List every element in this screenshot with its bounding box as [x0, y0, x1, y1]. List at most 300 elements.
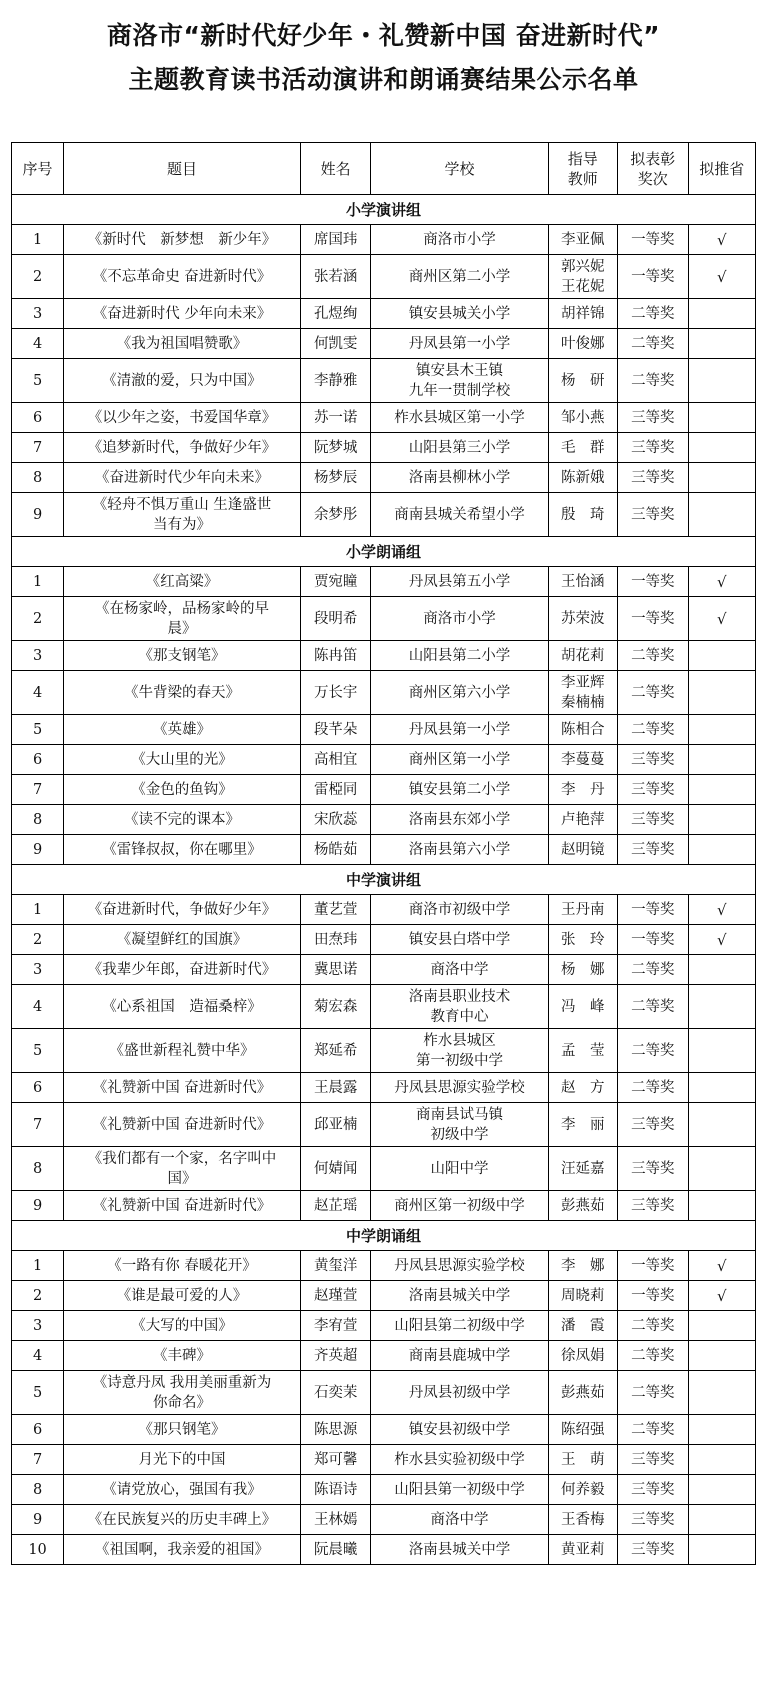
cell-teacher: 苏荣波 — [548, 597, 618, 641]
cell-recommend — [688, 403, 755, 433]
cell-student-name: 雷椏同 — [300, 775, 371, 805]
table-row — [12, 1415, 756, 1445]
cell-title: 《红高粱》 — [64, 567, 301, 597]
group-title: 中学演讲组 — [12, 865, 756, 895]
table-row — [12, 1371, 756, 1415]
cell-award: 一等奖 — [618, 567, 689, 597]
cell-student-name: 宋欣蕊 — [300, 805, 371, 835]
cell-no: 2 — [12, 255, 64, 299]
cell-no: 4 — [12, 329, 64, 359]
cell-recommend — [688, 493, 755, 537]
cell-school: 丹凤县初级中学 — [371, 1371, 548, 1415]
cell-no: 1 — [12, 225, 64, 255]
cell-teacher: 徐凤娟 — [548, 1341, 618, 1371]
cell-no: 1 — [12, 895, 64, 925]
cell-recommend: √ — [688, 925, 755, 955]
cell-award: 三等奖 — [618, 1445, 689, 1475]
cell-no: 6 — [12, 403, 64, 433]
cell-teacher: 王丹南 — [548, 895, 618, 925]
cell-school: 山阳县第一初级中学 — [371, 1475, 548, 1505]
cell-teacher: 李 丹 — [548, 775, 618, 805]
cell-student-name: 席国玮 — [300, 225, 371, 255]
cell-title: 《谁是最可爱的人》 — [64, 1281, 301, 1311]
group-header-row — [12, 1221, 756, 1251]
table-row — [12, 1445, 756, 1475]
cell-teacher: 毛 群 — [548, 433, 618, 463]
group-title: 小学朗诵组 — [12, 537, 756, 567]
cell-no: 9 — [12, 1191, 64, 1221]
header-recommend: 拟推省 — [688, 143, 755, 195]
table-row — [12, 895, 756, 925]
table-row — [12, 299, 756, 329]
cell-school: 山阳中学 — [371, 1147, 548, 1191]
cell-title: 《在民族复兴的历史丰碑上》 — [64, 1505, 301, 1535]
cell-title: 《金色的鱼钩》 — [64, 775, 301, 805]
cell-award: 二等奖 — [618, 359, 689, 403]
cell-award: 一等奖 — [618, 1281, 689, 1311]
cell-teacher: 胡花莉 — [548, 641, 618, 671]
cell-no: 3 — [12, 641, 64, 671]
cell-student-name: 郑延希 — [300, 1029, 371, 1073]
cell-no: 1 — [12, 1251, 64, 1281]
cell-school: 山阳县第二小学 — [371, 641, 548, 671]
table-row — [12, 493, 756, 537]
cell-teacher: 张 玲 — [548, 925, 618, 955]
cell-school: 洛南县第六小学 — [371, 835, 548, 865]
cell-recommend — [688, 1445, 755, 1475]
cell-school: 商洛市小学 — [371, 597, 548, 641]
table-row — [12, 1341, 756, 1371]
cell-school: 洛南县职业技术 教育中心 — [371, 985, 548, 1029]
cell-recommend: √ — [688, 225, 755, 255]
cell-no: 4 — [12, 1341, 64, 1371]
cell-award: 三等奖 — [618, 1505, 689, 1535]
cell-award: 二等奖 — [618, 1311, 689, 1341]
cell-title: 《礼赞新中国 奋进新时代》 — [64, 1103, 301, 1147]
cell-recommend — [688, 1505, 755, 1535]
cell-title: 《大山里的光》 — [64, 745, 301, 775]
table-row — [12, 1103, 756, 1147]
cell-school: 镇安县城关小学 — [371, 299, 548, 329]
cell-student-name: 黄玺洋 — [300, 1251, 371, 1281]
cell-award: 二等奖 — [618, 1415, 689, 1445]
cell-teacher: 冯 峰 — [548, 985, 618, 1029]
cell-teacher: 王怡涵 — [548, 567, 618, 597]
cell-teacher: 陈绍强 — [548, 1415, 618, 1445]
table-row — [12, 567, 756, 597]
cell-award: 三等奖 — [618, 745, 689, 775]
cell-student-name: 田焘玮 — [300, 925, 371, 955]
page-header — [0, 0, 767, 102]
cell-student-name: 阮梦城 — [300, 433, 371, 463]
cell-no: 1 — [12, 567, 64, 597]
table-row — [12, 433, 756, 463]
cell-recommend — [688, 715, 755, 745]
cell-recommend: √ — [688, 255, 755, 299]
cell-teacher: 陈新娥 — [548, 463, 618, 493]
cell-award: 二等奖 — [618, 299, 689, 329]
cell-student-name: 董艺萱 — [300, 895, 371, 925]
cell-no: 4 — [12, 671, 64, 715]
table-row — [12, 805, 756, 835]
cell-recommend — [688, 745, 755, 775]
cell-recommend: √ — [688, 567, 755, 597]
cell-teacher: 周晓莉 — [548, 1281, 618, 1311]
cell-no: 7 — [12, 775, 64, 805]
cell-school: 山阳县第三小学 — [371, 433, 548, 463]
table-row — [12, 1073, 756, 1103]
cell-student-name: 苏一诺 — [300, 403, 371, 433]
cell-title: 《那只钢笔》 — [64, 1415, 301, 1445]
cell-school: 镇安县第二小学 — [371, 775, 548, 805]
cell-award: 三等奖 — [618, 1535, 689, 1565]
cell-no: 7 — [12, 433, 64, 463]
cell-teacher: 邹小燕 — [548, 403, 618, 433]
cell-no: 9 — [12, 1505, 64, 1535]
cell-student-name: 张若涵 — [300, 255, 371, 299]
cell-student-name: 阮晨曦 — [300, 1535, 371, 1565]
cell-teacher: 赵 方 — [548, 1073, 618, 1103]
cell-school: 丹凤县第一小学 — [371, 715, 548, 745]
cell-award: 一等奖 — [618, 895, 689, 925]
group-header-row — [12, 195, 756, 225]
cell-recommend — [688, 463, 755, 493]
cell-school: 商州区第二小学 — [371, 255, 548, 299]
cell-school: 商南县城关希望小学 — [371, 493, 548, 537]
cell-no: 5 — [12, 1371, 64, 1415]
table-row — [12, 1475, 756, 1505]
cell-title: 《请党放心，强国有我》 — [64, 1475, 301, 1505]
cell-teacher: 杨 研 — [548, 359, 618, 403]
table-row — [12, 835, 756, 865]
cell-title: 《雷锋叔叔，你在哪里》 — [64, 835, 301, 865]
cell-teacher: 何养毅 — [548, 1475, 618, 1505]
cell-title: 《以少年之姿，书爱国华章》 — [64, 403, 301, 433]
table-row — [12, 715, 756, 745]
cell-student-name: 王晨露 — [300, 1073, 371, 1103]
cell-no: 3 — [12, 955, 64, 985]
cell-school: 洛南县东郊小学 — [371, 805, 548, 835]
cell-award: 三等奖 — [618, 835, 689, 865]
cell-no: 2 — [12, 1281, 64, 1311]
cell-school: 商州区第一小学 — [371, 745, 548, 775]
cell-no: 8 — [12, 463, 64, 493]
table-row — [12, 1147, 756, 1191]
cell-school: 商州区第一初级中学 — [371, 1191, 548, 1221]
table-row — [12, 1535, 756, 1565]
cell-title: 《读不完的课本》 — [64, 805, 301, 835]
cell-school: 洛南县城关中学 — [371, 1535, 548, 1565]
cell-recommend — [688, 299, 755, 329]
page-title-line-1: 商洛市“新时代好少年・礼赞新中国 奋进新时代” — [106, 21, 661, 50]
cell-title: 《清澈的爱，只为中国》 — [64, 359, 301, 403]
cell-title: 《我辈少年郎，奋进新时代》 — [64, 955, 301, 985]
cell-teacher: 彭燕茹 — [548, 1191, 618, 1221]
cell-no: 3 — [12, 299, 64, 329]
cell-school: 商南县试马镇 初级中学 — [371, 1103, 548, 1147]
cell-recommend — [688, 1191, 755, 1221]
cell-title: 《在杨家岭，品杨家岭的早 晨》 — [64, 597, 301, 641]
cell-award: 一等奖 — [618, 225, 689, 255]
cell-no: 6 — [12, 1415, 64, 1445]
cell-no: 4 — [12, 985, 64, 1029]
cell-student-name: 孔煜绚 — [300, 299, 371, 329]
table-row — [12, 775, 756, 805]
cell-title: 月光下的中国 — [64, 1445, 301, 1475]
cell-award: 一等奖 — [618, 255, 689, 299]
cell-title: 《心系祖国 造福桑梓》 — [64, 985, 301, 1029]
cell-school: 丹凤县第一小学 — [371, 329, 548, 359]
cell-title: 《奋进新时代，争做好少年》 — [64, 895, 301, 925]
cell-teacher: 杨 娜 — [548, 955, 618, 985]
cell-award: 三等奖 — [618, 1147, 689, 1191]
cell-no: 9 — [12, 835, 64, 865]
cell-award: 三等奖 — [618, 463, 689, 493]
cell-recommend: √ — [688, 1251, 755, 1281]
cell-student-name: 段明希 — [300, 597, 371, 641]
cell-school: 丹凤县第五小学 — [371, 567, 548, 597]
cell-recommend — [688, 1029, 755, 1073]
cell-no: 6 — [12, 745, 64, 775]
cell-student-name: 李静雅 — [300, 359, 371, 403]
cell-recommend — [688, 1475, 755, 1505]
cell-title: 《一路有你 春暖花开》 — [64, 1251, 301, 1281]
cell-teacher: 李 娜 — [548, 1251, 618, 1281]
cell-recommend — [688, 641, 755, 671]
cell-title: 《牛背梁的春天》 — [64, 671, 301, 715]
cell-teacher: 郭兴妮 王花妮 — [548, 255, 618, 299]
group-header-row — [12, 865, 756, 895]
cell-title: 《奋进新时代少年向未来》 — [64, 463, 301, 493]
group-title: 小学演讲组 — [12, 195, 756, 225]
cell-no: 6 — [12, 1073, 64, 1103]
table-row — [12, 1281, 756, 1311]
cell-student-name: 何婧闻 — [300, 1147, 371, 1191]
cell-award: 二等奖 — [618, 329, 689, 359]
cell-teacher: 李亚辉 秦楠楠 — [548, 671, 618, 715]
cell-student-name: 赵瑾萱 — [300, 1281, 371, 1311]
cell-student-name: 李宥萱 — [300, 1311, 371, 1341]
table-row — [12, 985, 756, 1029]
cell-school: 柞水县实验初级中学 — [371, 1445, 548, 1475]
header-school: 学校 — [371, 143, 548, 195]
cell-award: 三等奖 — [618, 775, 689, 805]
cell-no: 7 — [12, 1103, 64, 1147]
cell-teacher: 胡祥锦 — [548, 299, 618, 329]
cell-no: 2 — [12, 597, 64, 641]
cell-school: 商洛中学 — [371, 1505, 548, 1535]
cell-recommend — [688, 671, 755, 715]
cell-student-name: 贾宛瞳 — [300, 567, 371, 597]
cell-school: 商洛市小学 — [371, 225, 548, 255]
cell-teacher: 叶俊娜 — [548, 329, 618, 359]
table-row — [12, 671, 756, 715]
cell-teacher: 彭燕茹 — [548, 1371, 618, 1415]
table-row — [12, 329, 756, 359]
cell-award: 二等奖 — [618, 955, 689, 985]
cell-no: 8 — [12, 1147, 64, 1191]
cell-award: 二等奖 — [618, 985, 689, 1029]
table-row — [12, 745, 756, 775]
cell-title: 《盛世新程礼赞中华》 — [64, 1029, 301, 1073]
cell-student-name: 陈思源 — [300, 1415, 371, 1445]
table-row — [12, 1311, 756, 1341]
cell-student-name: 陈冉笛 — [300, 641, 371, 671]
cell-award: 一等奖 — [618, 925, 689, 955]
cell-title: 《英雄》 — [64, 715, 301, 745]
cell-recommend — [688, 433, 755, 463]
cell-school: 镇安县木王镇 九年一贯制学校 — [371, 359, 548, 403]
cell-student-name: 陈语诗 — [300, 1475, 371, 1505]
group-header-row — [12, 537, 756, 567]
cell-title: 《新时代 新梦想 新少年》 — [64, 225, 301, 255]
cell-award: 三等奖 — [618, 433, 689, 463]
cell-title: 《我为祖国唱赞歌》 — [64, 329, 301, 359]
cell-teacher: 李蔓蔓 — [548, 745, 618, 775]
cell-student-name: 高相宜 — [300, 745, 371, 775]
cell-award: 二等奖 — [618, 1341, 689, 1371]
cell-recommend — [688, 805, 755, 835]
cell-award: 三等奖 — [618, 1475, 689, 1505]
cell-recommend: √ — [688, 597, 755, 641]
cell-teacher: 李 丽 — [548, 1103, 618, 1147]
cell-school: 柞水县城区第一小学 — [371, 403, 548, 433]
cell-award: 三等奖 — [618, 403, 689, 433]
table-row — [12, 255, 756, 299]
cell-title: 《大写的中国》 — [64, 1311, 301, 1341]
cell-student-name: 段芊朵 — [300, 715, 371, 745]
cell-recommend: √ — [688, 1281, 755, 1311]
cell-teacher: 赵明镜 — [548, 835, 618, 865]
cell-recommend — [688, 835, 755, 865]
cell-award: 一等奖 — [618, 597, 689, 641]
cell-recommend — [688, 1147, 755, 1191]
cell-award: 二等奖 — [618, 671, 689, 715]
cell-teacher: 黄亚莉 — [548, 1535, 618, 1565]
cell-no: 7 — [12, 1445, 64, 1475]
header-teacher: 指导 教师 — [548, 143, 618, 195]
cell-student-name: 王林嫣 — [300, 1505, 371, 1535]
group-title: 中学朗诵组 — [12, 1221, 756, 1251]
cell-award: 三等奖 — [618, 1191, 689, 1221]
cell-teacher: 孟 莹 — [548, 1029, 618, 1073]
cell-school: 洛南县柳林小学 — [371, 463, 548, 493]
cell-title: 《礼赞新中国 奋进新时代》 — [64, 1073, 301, 1103]
cell-no: 5 — [12, 359, 64, 403]
cell-school: 商洛市初级中学 — [371, 895, 548, 925]
cell-recommend — [688, 1341, 755, 1371]
cell-teacher: 李亚佩 — [548, 225, 618, 255]
cell-student-name: 余梦彤 — [300, 493, 371, 537]
cell-no: 8 — [12, 805, 64, 835]
header-title: 题目 — [64, 143, 301, 195]
table-row — [12, 359, 756, 403]
cell-school: 洛南县城关中学 — [371, 1281, 548, 1311]
cell-award: 三等奖 — [618, 1103, 689, 1147]
cell-title: 《丰碑》 — [64, 1341, 301, 1371]
cell-school: 商州区第六小学 — [371, 671, 548, 715]
cell-title: 《诗意丹凤 我用美丽重新为 你命名》 — [64, 1371, 301, 1415]
cell-title: 《祖国啊，我亲爱的祖国》 — [64, 1535, 301, 1565]
cell-no: 3 — [12, 1311, 64, 1341]
cell-recommend: √ — [688, 895, 755, 925]
table-body — [12, 195, 756, 1565]
cell-teacher: 王 萌 — [548, 1445, 618, 1475]
cell-title: 《不忘革命史 奋进新时代》 — [64, 255, 301, 299]
cell-title: 《追梦新时代，争做好少年》 — [64, 433, 301, 463]
cell-student-name: 杨皓茹 — [300, 835, 371, 865]
cell-school: 镇安县初级中学 — [371, 1415, 548, 1445]
cell-teacher: 潘 霞 — [548, 1311, 618, 1341]
header-name: 姓名 — [300, 143, 371, 195]
cell-no: 2 — [12, 925, 64, 955]
cell-school: 柞水县城区 第一初级中学 — [371, 1029, 548, 1073]
cell-no: 10 — [12, 1535, 64, 1565]
cell-title: 《礼赞新中国 奋进新时代》 — [64, 1191, 301, 1221]
table-row — [12, 1191, 756, 1221]
cell-no: 5 — [12, 1029, 64, 1073]
table-row — [12, 597, 756, 641]
cell-title: 《奋进新时代 少年向未来》 — [64, 299, 301, 329]
cell-school: 商洛中学 — [371, 955, 548, 985]
cell-no: 9 — [12, 493, 64, 537]
cell-school: 商南县鹿城中学 — [371, 1341, 548, 1371]
cell-title: 《凝望鲜红的国旗》 — [64, 925, 301, 955]
cell-student-name: 郑可馨 — [300, 1445, 371, 1475]
cell-recommend — [688, 1371, 755, 1415]
cell-recommend — [688, 1415, 755, 1445]
table-row — [12, 403, 756, 433]
cell-recommend — [688, 329, 755, 359]
cell-student-name: 赵芷瑶 — [300, 1191, 371, 1221]
cell-student-name: 何凯雯 — [300, 329, 371, 359]
cell-teacher: 卢艳萍 — [548, 805, 618, 835]
cell-recommend — [688, 359, 755, 403]
cell-title: 《我们都有一个家，名字叫中 国》 — [64, 1147, 301, 1191]
cell-teacher: 王香梅 — [548, 1505, 618, 1535]
cell-award: 三等奖 — [618, 493, 689, 537]
cell-student-name: 杨梦辰 — [300, 463, 371, 493]
page-title-line-2: 主题教育读书活动演讲和朗诵赛结果公示名单 — [128, 65, 639, 94]
cell-award: 二等奖 — [618, 1371, 689, 1415]
cell-award: 二等奖 — [618, 1029, 689, 1073]
cell-no: 8 — [12, 1475, 64, 1505]
cell-student-name: 邱亚楠 — [300, 1103, 371, 1147]
cell-recommend — [688, 775, 755, 805]
table-row — [12, 1251, 756, 1281]
cell-student-name: 石奕茉 — [300, 1371, 371, 1415]
table-row — [12, 225, 756, 255]
cell-school: 镇安县白塔中学 — [371, 925, 548, 955]
cell-student-name: 万长宇 — [300, 671, 371, 715]
cell-title: 《轻舟不惧万重山 生逢盛世 当有为》 — [64, 493, 301, 537]
cell-award: 二等奖 — [618, 1073, 689, 1103]
cell-recommend — [688, 1073, 755, 1103]
cell-teacher: 陈相合 — [548, 715, 618, 745]
table-header-row — [12, 143, 756, 195]
cell-school: 丹凤县思源实验学校 — [371, 1073, 548, 1103]
table-row — [12, 463, 756, 493]
table-row — [12, 641, 756, 671]
cell-student-name: 齐英超 — [300, 1341, 371, 1371]
header-award: 拟表彰 奖次 — [618, 143, 689, 195]
cell-award: 一等奖 — [618, 1251, 689, 1281]
cell-student-name: 菊宏森 — [300, 985, 371, 1029]
cell-award: 三等奖 — [618, 805, 689, 835]
cell-recommend — [688, 1311, 755, 1341]
cell-recommend — [688, 1103, 755, 1147]
cell-award: 二等奖 — [618, 715, 689, 745]
